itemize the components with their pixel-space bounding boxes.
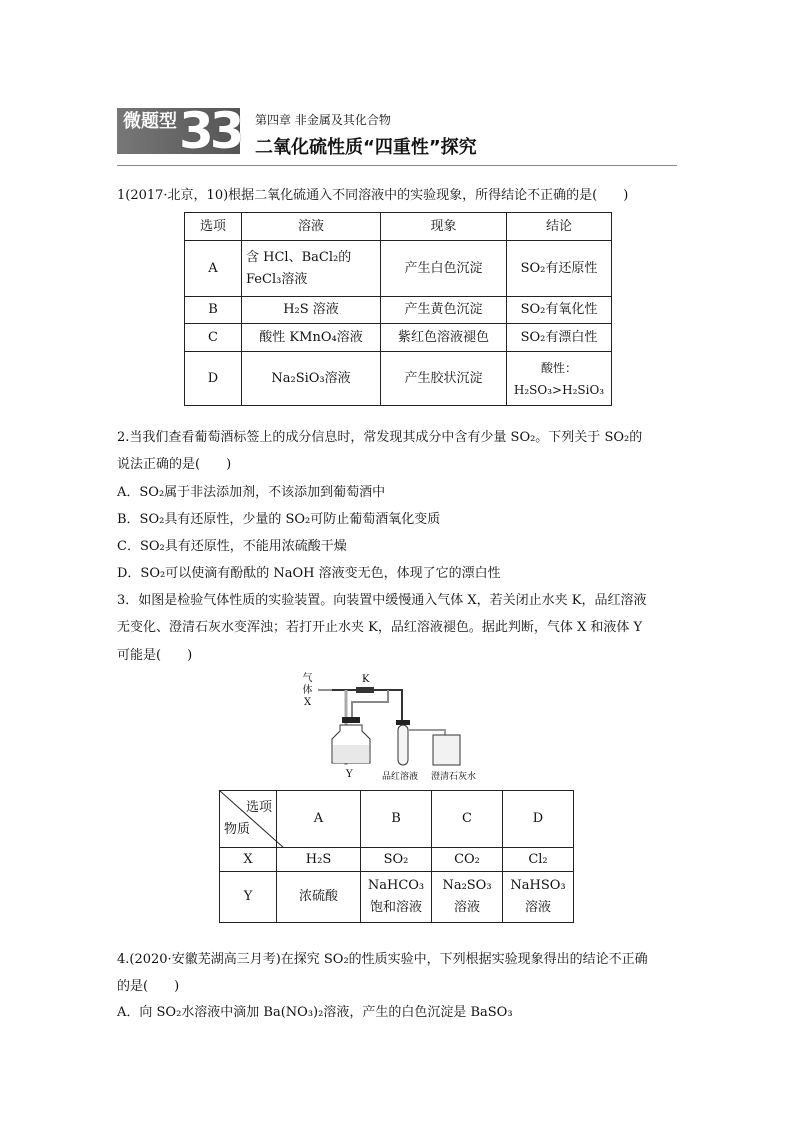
q4-option: A．向 SO₂水溶液中滴加 Ba(NO₃)₂溶液，产生的白色沉淀是 BaSO₃: [117, 1005, 513, 1020]
cell: 产生白色沉淀: [381, 241, 507, 297]
th: 结论: [507, 213, 612, 241]
th: B: [361, 791, 432, 848]
test-tube: [398, 725, 408, 765]
logo: [117, 102, 241, 160]
corner-bottom: 物质: [224, 822, 251, 837]
q3-stem: 可能是( ): [117, 648, 193, 663]
th: 现象: [381, 213, 507, 241]
q1-stem: 1(2017·北京，10)根据二氧化硫通入不同溶液中的实验现象，所得结论不正确的是( ): [117, 188, 629, 203]
cell: Na₂SO₃ 溶液: [432, 872, 503, 923]
cell: C: [185, 324, 242, 352]
clamp: [356, 687, 374, 693]
corner-top: 选项: [245, 800, 272, 815]
th: A: [277, 791, 361, 848]
corner-cell: [220, 791, 277, 848]
q2-option: C．SO₂具有还原性，不能用浓硫酸干燥: [117, 539, 347, 554]
chapter-label: 第四章 非金属及其化合物: [255, 113, 391, 127]
section-banner: [117, 102, 677, 160]
cell: CO₂: [432, 848, 503, 872]
cell: NaHSO₃ 溶液: [503, 872, 574, 923]
cell: 酸性 KMnO₄溶液: [242, 324, 381, 352]
cell: X: [220, 848, 277, 872]
q2-stem: 2.当我们查看葡萄酒标签上的成分信息时，常发现其成分中含有少量 SO₂。下列关于 SO₂的: [117, 430, 643, 445]
q4-stem: 4.(2020·安徽芜湖高三月考)在探究 SO₂的性质实验中，下列根据实验现象得出的结论不正确: [117, 952, 648, 967]
q3-stem: 无变化、澄清石灰水变浑浊；若打开止水夹 K，品红溶液褪色。据此判断，气体 X 和液体 Y: [117, 620, 643, 635]
q3-stem: 3．如图是检验气体性质的实验装置。向装置中缓慢通入气体 X，若关闭止水夹 K，品红溶液: [117, 593, 647, 608]
beaker-label: 澄清石灰水: [431, 772, 477, 782]
cell: SO₂有氧化性: [507, 297, 612, 324]
q4-stem: 的是( ): [117, 979, 180, 994]
liquid-label: Y: [346, 769, 353, 780]
cell: SO₂有还原性: [507, 241, 612, 297]
cell: A: [185, 241, 242, 297]
q2-option: D．SO₂可以使滴有酚酞的 NaOH 溶液变无色，体现了它的漂白性: [117, 566, 501, 581]
logo-number: 33: [179, 102, 241, 160]
q2-option: A．SO₂属于非法添加剂，不该添加到葡萄酒中: [117, 485, 386, 500]
cell: B: [185, 297, 242, 324]
cell: 浓硫酸: [277, 872, 361, 923]
clamp-label: K: [362, 674, 370, 685]
q2-stem: 说法正确的是( ): [117, 457, 232, 472]
q3-table: [219, 790, 574, 923]
cell: D: [185, 352, 242, 406]
q2-option: B．SO₂具有还原性，少量的 SO₂可防止葡萄酒氧化变质: [117, 512, 441, 527]
cell: 含 HCl、BaCl₂的 FeCl₃溶液: [242, 241, 381, 297]
cell: 产生胶状沉淀: [381, 352, 507, 406]
cell: 酸性：H₂SO₃>H₂SiO₃: [507, 352, 612, 406]
cell: 紫红色溶液褪色: [381, 324, 507, 352]
cell: Na₂SiO₃溶液: [242, 352, 381, 406]
logo-text: 微题型: [123, 111, 177, 132]
divider: [117, 165, 677, 166]
th: 溶液: [242, 213, 381, 241]
cell: Cl₂: [503, 848, 574, 872]
cell: SO₂有漂白性: [507, 324, 612, 352]
beaker: [433, 735, 460, 765]
gas-label: 气体X: [302, 673, 313, 708]
th: C: [432, 791, 503, 848]
cell: H₂S: [277, 848, 361, 872]
cell: SO₂: [361, 848, 432, 872]
q1-table: [184, 212, 612, 406]
tube-label: 品红溶液: [382, 772, 419, 782]
th: D: [503, 791, 574, 848]
cell: 产生黄色沉淀: [381, 297, 507, 324]
cell: NaHCO₃ 饱和溶液: [361, 872, 432, 923]
page-title: 二氧化硫性质“四重性”探究: [255, 137, 477, 158]
cell: Y: [220, 872, 277, 923]
th: 选项: [185, 213, 242, 241]
cell: H₂S 溶液: [242, 297, 381, 324]
apparatus-figure: [290, 665, 510, 785]
